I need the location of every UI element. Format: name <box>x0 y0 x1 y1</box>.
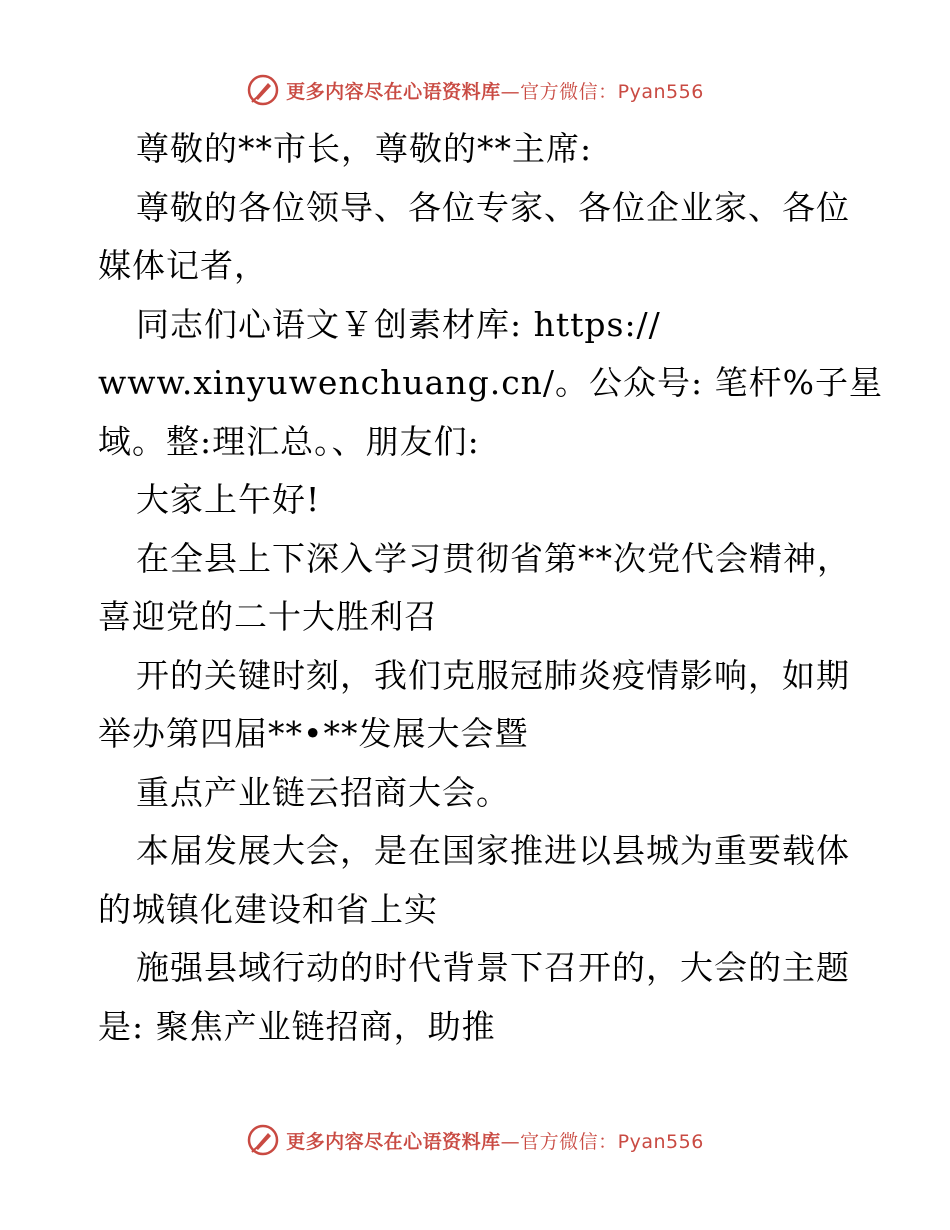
banner-rest-text: —官方微信：Pyan556 <box>500 80 704 103</box>
banner-main-text: 更多内容尽在心语资料库 <box>286 80 501 103</box>
text-line: 本届发展大会，是在国家推进以县城为重要载体 <box>136 831 850 870</box>
document-body <box>98 120 884 1056</box>
text-line: 在全县上下深入学习贯彻省第**次党代会精神， <box>136 538 851 578</box>
text-line: 开的关键时刻，我们克服冠肺炎疫情影响，如期 <box>136 655 850 695</box>
text-line: www.xinyuwenchuang.cn/。公众号: 笔杆%子星 <box>98 363 884 402</box>
text-line: 施强县域行动的时代背景下召开的，大会的主题 <box>136 948 850 987</box>
pen-logo-icon <box>246 73 280 107</box>
text-line: 重点产业链云招商大会。 <box>136 772 510 812</box>
text-line: 的城镇化建设和省上实 <box>98 889 438 929</box>
text-line: 媒体记者， <box>98 246 268 285</box>
text-line: 域。整:理汇总。、朋友们: <box>98 421 480 461</box>
text-line: 同志们心语文￥创素材库: https:// <box>136 304 661 344</box>
banner-main-text: 更多内容尽在心语资料库 <box>286 1130 501 1153</box>
text-line: 举办第四届**•**发展大会暨 <box>98 714 529 753</box>
footer-banner <box>0 1120 950 1160</box>
text-line: 尊敬的**市长，尊敬的**主席: <box>136 129 593 168</box>
text-line: 喜迎党的二十大胜利召 <box>98 597 438 636</box>
text-line: 尊敬的各位领导、各位专家、各位企业家、各位 <box>136 187 850 227</box>
header-banner-text <box>286 77 704 104</box>
header-banner <box>0 70 950 110</box>
pen-logo-icon <box>246 1123 280 1157</box>
footer-banner-text <box>286 1127 704 1154</box>
text-line: 大家上午好! <box>136 480 321 519</box>
banner-rest-text: —官方微信：Pyan556 <box>500 1130 704 1153</box>
text-line: 是: 聚焦产业链招商，助推 <box>98 1006 496 1046</box>
